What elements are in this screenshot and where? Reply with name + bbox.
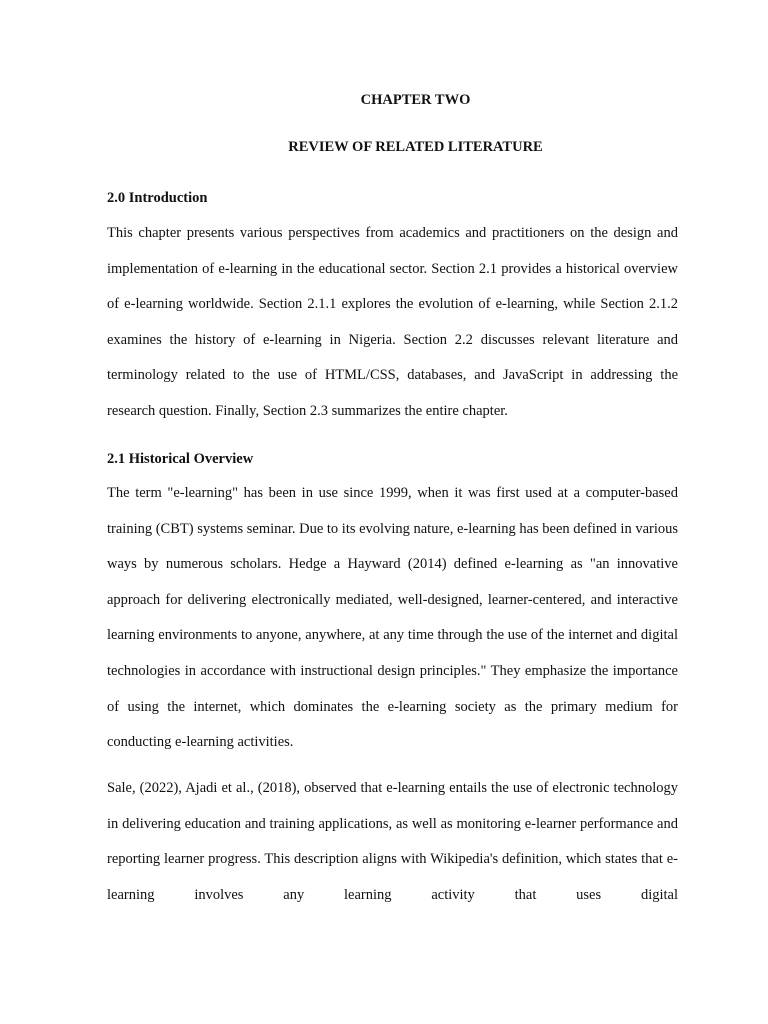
historical-overview-paragraph-2: Sale, (2022), Ajadi et al., (2018), observed that e-learning entails the use of electronic technology in delivering education and training applications, as well as monitoring e-learner performance and reporting learner progress. This description aligns with Wikipedia's definition, which states that e-learning involves any learning activity that uses digital	[107, 780, 678, 903]
historical-overview-paragraph-1: The term "e-learning" has been in use since 1999, when it was first used at a computer-based training (CBT) systems seminar. Due to its evolving nature, e-learning has been defined in various ways by numerous scholars. Hedge a Hayward (2014) defined e-learning as "an innovative approach for delivering electronically mediated, well-designed, learner-centered, and interactive learning environments to anyone, anywhere, at any time through the use of the internet and digital technologies in accordance with instructional design principles." They emphasize the importance of using the internet, which dominates the e-learning society as the primary medium for conducting e-learning activities.	[107, 485, 679, 751]
chapter-subtitle: REVIEW OF RELATED LITERATURE	[288, 139, 543, 155]
section-heading-historical-overview: 2.1 Historical Overview	[107, 451, 254, 467]
chapter-title: CHAPTER TWO	[360, 92, 471, 108]
introduction-paragraph: This chapter presents various perspectives from academics and practitioners on the design and implementation of e-learning in the educational sector. Section 2.1 provides a historical overview of e-learning worldwide. Section 2.1.1 explores the evolution of e-learning, while Section 2.1.2 examines the history of e-learning in Nigeria. Section 2.2 discusses relevant literature and terminology related to the use of HTML/CSS, databases, and JavaScript in addressing the research question. Finally, Section 2.3 summarizes the entire chapter.	[107, 225, 678, 419]
section-heading-introduction: 2.0 Introduction	[107, 190, 208, 206]
